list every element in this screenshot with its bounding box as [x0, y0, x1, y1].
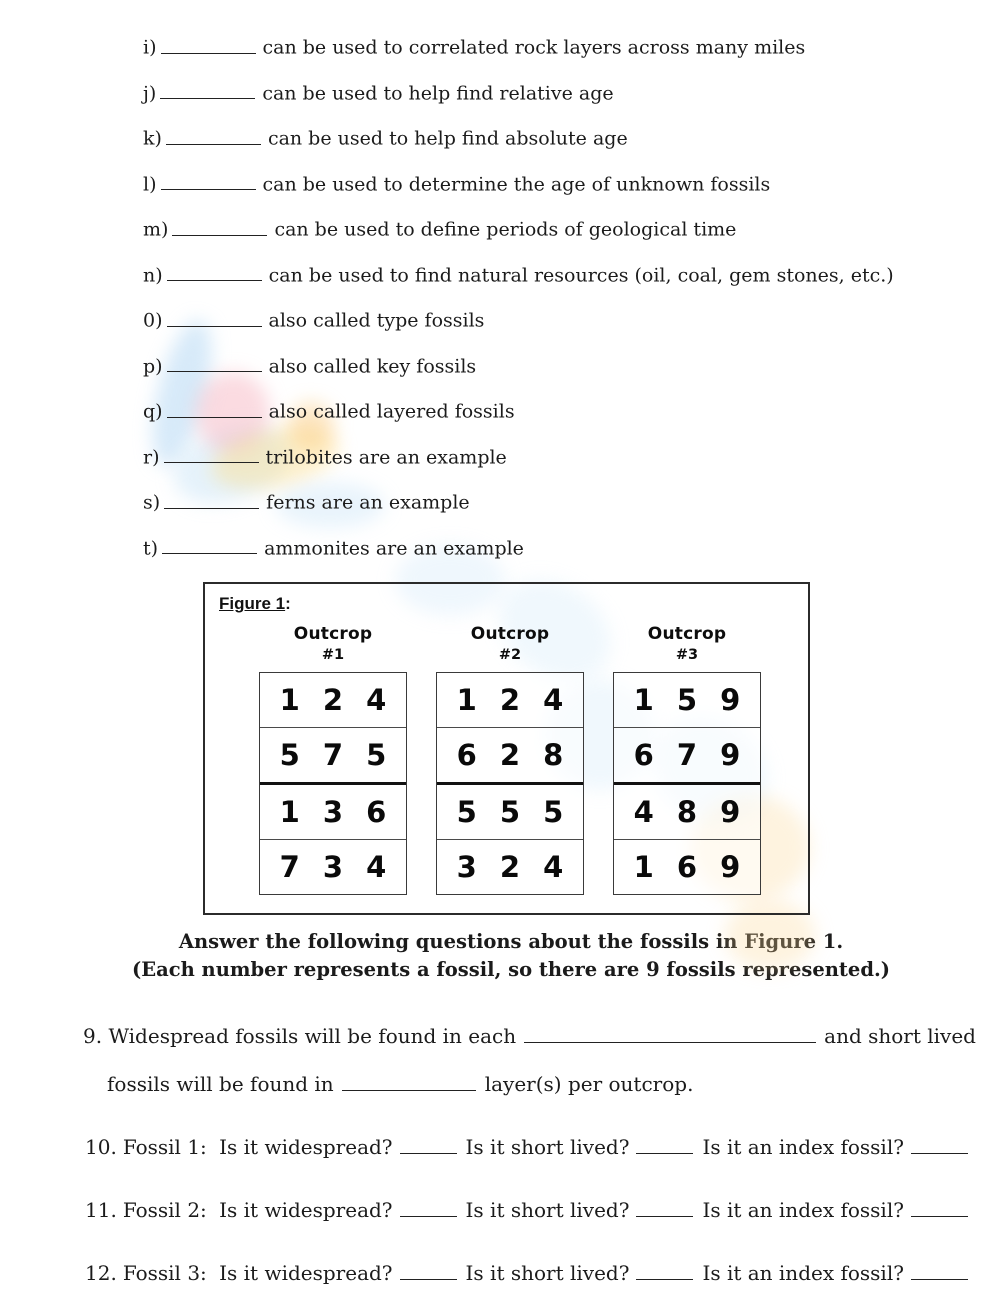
item-text: can be used to correlated rock layers across many miles: [262, 36, 806, 59]
outcrop-1-number: #1: [321, 647, 345, 664]
item-label: n): [143, 264, 163, 287]
item-label: j): [143, 82, 157, 105]
outcrop-3-title: Outcrop: [647, 624, 727, 645]
blank-line: [167, 400, 262, 418]
figure-label: [219, 594, 808, 614]
outcrop-1-layer-1: 1 2 4: [260, 673, 406, 728]
widespread-question: Is it widespread?: [219, 1198, 393, 1223]
item-text: can be used to find natural resources (oil, coal, gem stones, etc.): [268, 264, 894, 287]
item-text: can be used to help find relative age: [262, 82, 614, 105]
outcrop-2-table: [436, 672, 584, 895]
blank-line: [160, 82, 255, 100]
figure-1-box: [203, 582, 810, 915]
outcrop-3-layer-1: 1 5 9: [614, 673, 760, 728]
index-fossil-question: Is it an index fossil?: [702, 1198, 904, 1223]
outcrop-2-layer-1: 1 2 4: [437, 673, 583, 728]
blank-line: [911, 1262, 968, 1281]
item-label: k): [143, 127, 162, 150]
fossil-2-label: Fossil 2:: [122, 1198, 207, 1223]
blank-line: [636, 1262, 693, 1281]
figure-label-text: Figure 1: [219, 594, 286, 614]
blank-line: [524, 1025, 816, 1044]
outcrop-3-layer-4: 1 6 9: [633, 850, 741, 885]
blank-line: [400, 1136, 457, 1155]
outcrop-1: [259, 624, 407, 895]
item-text: also called type fossils: [268, 309, 485, 332]
item-text: trilobites are an example: [265, 446, 507, 469]
outcrops-row: [219, 624, 808, 895]
question-9-text-2: and short lived: [824, 1024, 976, 1049]
blank-line: [166, 127, 261, 145]
question-12-number: 12.: [85, 1261, 117, 1286]
widespread-question: Is it widespread?: [219, 1261, 393, 1286]
caption-line-2: (Each number represents a fossil, so there are 9 fossils represented.): [131, 958, 890, 982]
fill-blank-item-t: [143, 537, 1000, 559]
item-label: q): [143, 400, 163, 423]
outcrop-2-number: #2: [498, 647, 522, 664]
item-label: m): [143, 218, 169, 241]
outcrop-3-layer-2: 6 7 9: [614, 728, 760, 785]
item-text: can be used to determine the age of unknown fossils: [262, 173, 771, 196]
outcrop-2-title: Outcrop: [470, 624, 550, 645]
item-text: ferns are an example: [266, 491, 470, 514]
item-text: also called key fossils: [268, 355, 477, 378]
question-9-text-1: Widespread fossils will be found in each: [108, 1024, 517, 1049]
short-lived-question: Is it short lived?: [465, 1198, 630, 1223]
question-9-text-3: fossils will be found in: [107, 1072, 334, 1097]
index-fossil-question: Is it an index fossil?: [702, 1135, 904, 1160]
item-text: can be used to help find absolute age: [267, 127, 628, 150]
question-11-number: 11.: [85, 1198, 117, 1223]
outcrop-2-layer-4: 3 2 4: [456, 850, 564, 885]
short-lived-question: Is it short lived?: [465, 1135, 630, 1160]
outcrop-3: [613, 624, 761, 895]
question-10-number: 10.: [85, 1135, 117, 1160]
blank-line: [161, 173, 256, 191]
blank-line: [911, 1199, 968, 1218]
fill-blank-item-q: [143, 400, 1000, 422]
blank-line: [167, 309, 262, 327]
fill-blank-item-j: [143, 82, 1000, 104]
question-12: [85, 1261, 1000, 1285]
item-label: p): [143, 355, 163, 378]
figure-label-colon: :: [285, 594, 291, 614]
blank-line: [636, 1199, 693, 1218]
outcrop-3-table: [613, 672, 761, 895]
question-9-text-4: layer(s) per outcrop.: [484, 1072, 694, 1097]
fill-blank-item-k: [143, 127, 1000, 149]
item-text: can be used to define periods of geological time: [274, 218, 737, 241]
fill-blank-item-i: [143, 36, 1000, 58]
blank-line: [161, 36, 256, 54]
widespread-question: Is it widespread?: [219, 1135, 393, 1160]
fill-blank-item-p: [143, 355, 1000, 377]
outcrop-1-layer-2: 5 7 5: [260, 728, 406, 785]
item-label: s): [143, 491, 161, 514]
blank-line: [400, 1199, 457, 1218]
item-text: also called layered fossils: [268, 400, 515, 423]
question-11: [85, 1198, 1000, 1222]
question-10: [85, 1135, 1000, 1159]
item-label: 0): [143, 309, 163, 332]
item-label: t): [143, 537, 159, 560]
blank-line: [167, 355, 262, 373]
index-fossil-question: Is it an index fossil?: [702, 1261, 904, 1286]
fill-blank-item-s: [143, 491, 1000, 513]
fill-blank-list: [0, 0, 1000, 558]
blank-line: [162, 537, 257, 555]
outcrop-1-layer-3: 1 3 6: [260, 785, 406, 840]
blank-line: [400, 1262, 457, 1281]
outcrop-3-layer-3: 4 8 9: [614, 785, 760, 840]
blank-line: [164, 446, 259, 464]
item-label: l): [143, 173, 157, 196]
outcrop-2-layer-3: 5 5 5: [437, 785, 583, 840]
figure-caption: [0, 928, 1000, 984]
fill-blank-item-n: [143, 264, 1000, 286]
question-9-line-1: [83, 1024, 1000, 1048]
item-text: ammonites are an example: [264, 537, 524, 560]
outcrop-2: [436, 624, 584, 895]
blank-line: [167, 264, 262, 282]
fossil-1-label: Fossil 1:: [122, 1135, 207, 1160]
outcrop-3-number: #3: [675, 647, 699, 664]
fill-blank-item-r: [143, 446, 1000, 468]
item-label: i): [143, 36, 157, 59]
question-9-line-2: [107, 1072, 1000, 1096]
fill-blank-item-l: [143, 173, 1000, 195]
short-lived-question: Is it short lived?: [465, 1261, 630, 1286]
outcrop-1-title: Outcrop: [293, 624, 373, 645]
blank-line: [172, 218, 267, 236]
caption-line-1: Answer the following questions about the fossils in Figure 1.: [178, 930, 844, 954]
fill-blank-item-m: [143, 218, 1000, 240]
outcrop-2-layer-2: 6 2 8: [437, 728, 583, 785]
fill-blank-item-o: [143, 309, 1000, 331]
fossil-3-label: Fossil 3:: [122, 1261, 207, 1286]
blank-line: [342, 1073, 476, 1092]
item-label: r): [143, 446, 160, 469]
outcrop-1-table: [259, 672, 407, 895]
question-9-number: 9.: [83, 1024, 103, 1049]
blank-line: [636, 1136, 693, 1155]
outcrop-1-layer-4: 7 3 4: [279, 850, 387, 885]
blank-line: [164, 491, 259, 509]
blank-line: [911, 1136, 968, 1155]
